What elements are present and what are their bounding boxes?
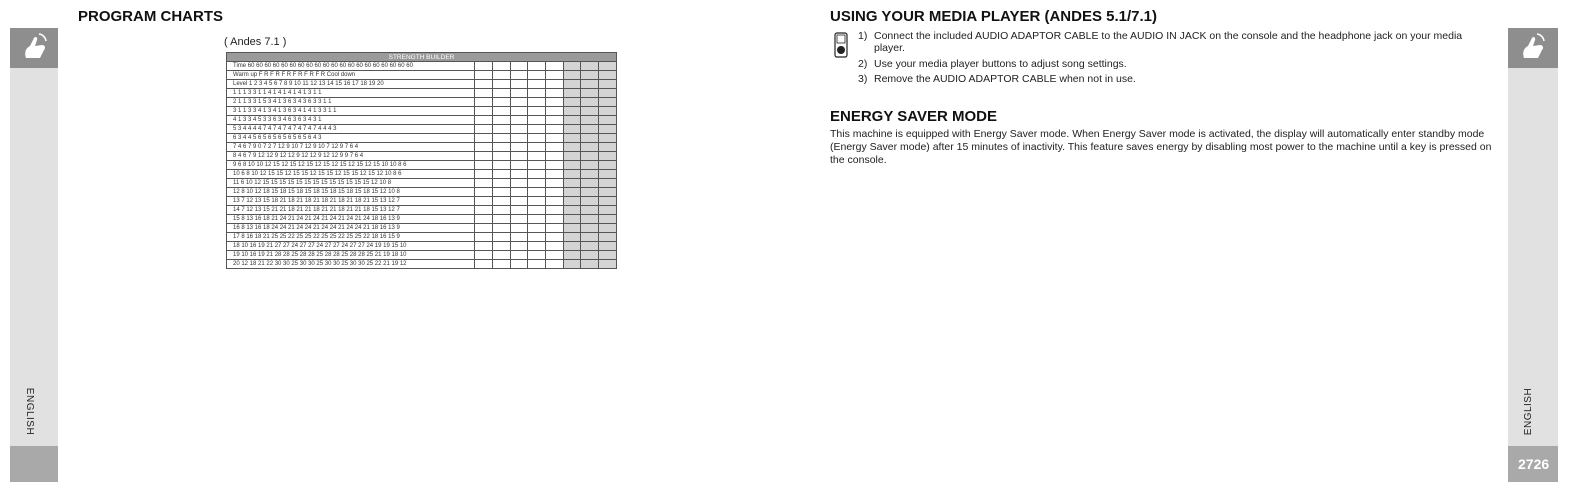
chart-empty-cell [581,161,599,170]
chart-empty-cell [563,134,581,143]
energy-saver-text: This machine is equipped with Energy Saver mode. When Energy Saver mode is activated, the display will automatically enter standby mode (Energy Saver mode) after 15 minutes of inactivity. This feature saves energy by disabling most power to the machine until a key is pressed on the console. [830,128,1492,166]
chart-row-values: 8 4 6 7 9 12 12 9 12 12 9 12 12 9 12 12 9 9 7 6 4 [227,152,475,161]
chart-empty-cell [545,224,563,233]
chart-empty-cell [528,206,546,215]
chart-level-row [227,143,617,152]
right-tab-bottom-box [1508,446,1558,482]
chart-row-values: 18 10 16 19 21 27 27 24 27 27 24 27 27 24 27 27 24 19 19 15 10 [227,242,475,251]
chart-empty-cell [545,107,563,116]
chart-empty-cell [581,89,599,98]
chart-empty-cell [528,89,546,98]
chart-empty-cell [581,134,599,143]
chart-empty-cell [475,260,493,269]
chart-empty-cell [599,170,617,179]
chart-empty-cell [528,134,546,143]
chart-empty-cell [528,215,546,224]
chart-level-row [227,107,617,116]
chart-empty-cell [581,170,599,179]
chart-empty-cell [510,251,528,260]
chart-level-row [227,98,617,107]
chart-empty-cell [581,251,599,260]
chart-row-values: 6 3 4 4 5 6 5 6 5 6 5 6 5 6 5 6 4 3 [227,134,475,143]
chart-row-values: Level 1 2 3 4 5 6 7 8 9 10 11 12 13 14 15 16 17 18 19 20 [227,80,475,89]
chart-empty-cell [581,152,599,161]
chart-empty-cell [510,134,528,143]
chart-empty-cell [475,125,493,134]
chart-empty-cell [563,62,581,71]
chart-row-values: 15 8 13 16 18 21 24 21 24 21 24 21 24 21 24 21 24 18 16 13 9 [227,215,475,224]
chart-empty-cell [528,224,546,233]
chart-empty-cell [475,80,493,89]
chart-empty-cell [545,170,563,179]
chart-level-row [227,170,617,179]
chart-empty-cell [563,233,581,242]
chart-empty-cell [599,242,617,251]
chart-empty-cell [599,107,617,116]
chart-empty-cell [545,152,563,161]
chart-empty-cell [581,188,599,197]
chart-empty-cell [563,260,581,269]
chart-empty-cell [492,62,510,71]
chart-empty-cell [581,125,599,134]
chart-empty-cell [545,80,563,89]
chart-empty-cell [492,89,510,98]
chart-empty-cell [510,116,528,125]
chart-empty-cell [545,71,563,80]
chart-time-row [227,62,617,71]
chart-empty-cell [510,143,528,152]
page-number: 2726 [1518,456,1550,472]
chart-empty-cell [599,116,617,125]
chart-empty-cell [528,80,546,89]
media-step-3-text: Remove the AUDIO ADAPTOR CABLE when not in use. [874,73,1136,85]
chart-empty-cell [563,215,581,224]
chart-empty-cell [510,170,528,179]
chart-level-row [227,233,617,242]
chart-empty-cell [492,188,510,197]
chart-row-values: 19 10 16 19 21 28 28 25 28 28 25 28 28 25 28 28 25 21 19 18 10 [227,251,475,260]
chart-empty-cell [599,71,617,80]
chart-empty-cell [510,206,528,215]
chart-empty-cell [599,188,617,197]
chart-level-row [227,89,617,98]
chart-empty-cell [581,116,599,125]
chart-empty-cell [510,98,528,107]
chart-empty-cell [563,242,581,251]
chart-empty-cell [510,80,528,89]
chart-empty-cell [492,197,510,206]
chart-level-row [227,188,617,197]
right-tab-icon-box [1508,28,1558,68]
chart-empty-cell [475,161,493,170]
chart-empty-cell [599,98,617,107]
chart-empty-cell [475,116,493,125]
chart-row-values: 9 6 8 10 10 12 15 12 15 12 15 12 15 12 15 12 15 12 15 10 10 8 6 [227,161,475,170]
chart-empty-cell [599,80,617,89]
chart-level-header-row [227,80,617,89]
chart-empty-cell [545,134,563,143]
chart-empty-cell [563,170,581,179]
media-step-3 [858,73,1478,87]
chart-empty-cell [599,143,617,152]
media-step-1 [858,30,1478,56]
chart-empty-cell [510,152,528,161]
media-step-3-number: 3) [858,73,868,85]
chart-empty-cell [599,260,617,269]
chart-empty-cell [599,224,617,233]
chart-empty-cell [528,233,546,242]
chart-empty-cell [599,179,617,188]
chart-empty-cell [492,206,510,215]
chart-empty-cell [545,98,563,107]
chart-empty-cell [599,215,617,224]
chart-empty-cell [510,107,528,116]
left-tab-language-label: ENGLISH [24,387,36,436]
chart-empty-cell [475,251,493,260]
chart-empty-cell [492,143,510,152]
media-step-2-text: Use your media player buttons to adjust song settings. [874,58,1127,70]
chart-empty-cell [545,143,563,152]
chart-empty-cell [475,233,493,242]
program-charts-heading: PROGRAM CHARTS [78,8,223,25]
chart-empty-cell [528,197,546,206]
chart-empty-cell [545,260,563,269]
chart-row-values: 17 8 16 18 21 25 25 22 25 25 22 25 25 22 25 25 22 18 16 15 9 [227,233,475,242]
chart-empty-cell [545,188,563,197]
chart-empty-cell [581,197,599,206]
chart-table [226,52,617,269]
chart-empty-cell [581,206,599,215]
chart-empty-cell [510,62,528,71]
chart-row-values: Time 60 60 60 60 60 60 60 60 60 60 60 60 60 60 60 60 60 60 60 60 [227,62,475,71]
chart-empty-cell [563,125,581,134]
chart-empty-cell [599,161,617,170]
chart-empty-cell [599,152,617,161]
chart-empty-cell [528,161,546,170]
chart-empty-cell [545,89,563,98]
media-step-2 [858,58,1478,72]
chart-level-row [227,215,617,224]
chart-level-row [227,134,617,143]
chart-empty-cell [528,98,546,107]
chart-empty-cell [492,125,510,134]
chart-empty-cell [563,116,581,125]
chart-empty-cell [545,179,563,188]
chart-empty-cell [599,62,617,71]
energy-saver-heading: ENERGY SAVER MODE [830,108,997,125]
chart-empty-cell [528,116,546,125]
chart-level-row [227,242,617,251]
chart-row-values: 10 6 8 10 12 15 15 12 15 15 12 15 15 12 15 15 12 15 12 10 8 6 [227,170,475,179]
chart-empty-cell [492,170,510,179]
chart-level-row [227,224,617,233]
chart-empty-cell [528,143,546,152]
chart-empty-cell [581,62,599,71]
chart-row-values: 16 8 13 16 18 24 24 21 24 24 21 24 24 21 24 24 21 18 16 13 9 [227,224,475,233]
chart-empty-cell [528,62,546,71]
chart-empty-cell [581,179,599,188]
chart-empty-cell [528,125,546,134]
chart-empty-cell [475,107,493,116]
chart-empty-cell [563,80,581,89]
chart-empty-cell [528,260,546,269]
chart-empty-cell [563,224,581,233]
right-tab-language-label: ENGLISH [1523,387,1535,436]
chart-empty-cell [492,233,510,242]
chart-empty-cell [563,152,581,161]
chart-row-values: 3 1 1 3 3 4 1 3 4 1 3 6 3 4 1 4 1 3 3 1 1 [227,107,475,116]
chart-empty-cell [475,179,493,188]
chart-empty-cell [475,224,493,233]
chart-empty-cell [492,152,510,161]
chart-empty-cell [545,116,563,125]
hand-touch-icon [1508,28,1558,68]
media-step-1-number: 1) [858,30,868,42]
chart-level-row [227,125,617,134]
chart-empty-cell [475,98,493,107]
chart-empty-cell [581,242,599,251]
chart-level-row [227,152,617,161]
chart-row-values: 13 7 12 13 15 18 21 18 21 18 21 18 21 18 21 18 21 15 13 12 7 [227,197,475,206]
chart-empty-cell [545,161,563,170]
chart-empty-cell [492,242,510,251]
chart-empty-cell [510,260,528,269]
chart-empty-cell [563,89,581,98]
chart-empty-cell [492,215,510,224]
chart-title-row [227,53,617,62]
chart-empty-cell [581,143,599,152]
chart-empty-cell [545,233,563,242]
chart-level-row [227,116,617,125]
media-step-1-text: Connect the included AUDIO ADAPTOR CABLE to the AUDIO IN JACK on the console and the headphone jack on your media player. [874,30,1463,54]
chart-empty-cell [492,161,510,170]
chart-empty-cell [528,179,546,188]
chart-empty-cell [599,251,617,260]
chart-empty-cell [581,98,599,107]
chart-empty-cell [492,251,510,260]
chart-empty-cell [581,224,599,233]
chart-empty-cell [545,206,563,215]
left-tab-icon-box [10,28,58,68]
chart-empty-cell [510,233,528,242]
chart-empty-cell [475,143,493,152]
chart-empty-cell [545,251,563,260]
chart-row-values: 1 1 1 3 3 1 1 4 1 4 1 4 1 4 1 3 1 1 [227,89,475,98]
chart-empty-cell [510,215,528,224]
chart-empty-cell [475,215,493,224]
chart-empty-cell [563,206,581,215]
chart-level-row [227,251,617,260]
chart-empty-cell [475,89,493,98]
chart-empty-cell [510,188,528,197]
chart-empty-cell [492,71,510,80]
chart-empty-cell [599,206,617,215]
chart-empty-cell [545,215,563,224]
chart-empty-cell [545,62,563,71]
chart-empty-cell [563,143,581,152]
chart-empty-cell [545,242,563,251]
hand-touch-icon [10,28,58,68]
chart-empty-cell [528,107,546,116]
chart-empty-cell [492,260,510,269]
chart-empty-cell [510,71,528,80]
chart-row-values: Warm up F R F R F R F R F R F R Cool down [227,71,475,80]
chart-empty-cell [510,89,528,98]
chart-empty-cell [581,107,599,116]
media-player-icon [834,32,848,58]
chart-empty-cell [528,170,546,179]
chart-empty-cell [492,179,510,188]
chart-empty-cell [563,107,581,116]
chart-level-row [227,161,617,170]
chart-empty-cell [492,98,510,107]
chart-empty-cell [492,80,510,89]
chart-empty-cell [599,233,617,242]
chart-empty-cell [581,233,599,242]
left-tab-bottom-box [10,446,58,482]
chart-empty-cell [510,242,528,251]
chart-row-values: 12 8 10 12 18 15 18 15 18 15 18 15 18 15 18 15 18 15 12 10 8 [227,188,475,197]
chart-level-row [227,206,617,215]
chart-empty-cell [563,251,581,260]
chart-empty-cell [528,152,546,161]
media-player-heading: USING YOUR MEDIA PLAYER (ANDES 5.1/7.1) [830,8,1158,25]
chart-empty-cell [475,242,493,251]
chart-empty-cell [475,71,493,80]
chart-empty-cell [599,134,617,143]
chart-row-values: 5 3 4 4 4 4 7 4 7 4 7 4 7 4 7 4 7 4 4 4 3 [227,125,475,134]
chart-empty-cell [599,197,617,206]
chart-model-label: ( Andes 7.1 ) [224,36,287,48]
chart-empty-cell [510,224,528,233]
chart-title: STRENGTH BUILDER [227,53,617,62]
chart-empty-cell [475,62,493,71]
chart-empty-cell [475,206,493,215]
media-step-2-number: 2) [858,58,868,70]
chart-empty-cell [492,116,510,125]
chart-row-values: 2 1 1 3 3 1 5 3 4 1 3 6 3 4 3 6 3 3 1 1 [227,98,475,107]
chart-empty-cell [528,188,546,197]
chart-empty-cell [510,179,528,188]
chart-empty-cell [581,215,599,224]
chart-row-values: 7 4 6 7 9 0 7 2 7 12 9 10 7 12 9 10 7 12 9 7 6 4 [227,143,475,152]
chart-empty-cell [475,197,493,206]
chart-empty-cell [492,224,510,233]
chart-empty-cell [599,89,617,98]
chart-row-values: 14 7 12 13 15 21 21 18 21 21 18 21 21 18 21 21 18 15 13 12 7 [227,206,475,215]
chart-row-values: 11 6 10 12 15 15 15 15 15 15 15 15 15 15 15 15 15 12 10 8 [227,179,475,188]
chart-empty-cell [475,134,493,143]
chart-empty-cell [528,251,546,260]
chart-empty-cell [563,197,581,206]
chart-empty-cell [599,125,617,134]
chart-phase-row [227,71,617,80]
chart-empty-cell [581,260,599,269]
chart-empty-cell [492,134,510,143]
chart-row-values: 20 12 18 21 22 30 30 25 30 30 25 30 30 25 30 30 25 22 21 19 12 [227,260,475,269]
chart-empty-cell [563,71,581,80]
chart-row-values: 4 1 3 3 4 5 3 3 6 3 4 6 3 6 3 4 3 1 [227,116,475,125]
chart-empty-cell [492,107,510,116]
strength-builder-chart [226,52,617,273]
chart-empty-cell [563,161,581,170]
chart-empty-cell [545,197,563,206]
chart-empty-cell [510,161,528,170]
chart-empty-cell [581,80,599,89]
chart-empty-cell [528,242,546,251]
chart-empty-cell [528,71,546,80]
chart-level-row [227,179,617,188]
chart-empty-cell [545,125,563,134]
chart-level-row [227,260,617,269]
chart-empty-cell [475,188,493,197]
chart-empty-cell [510,197,528,206]
chart-empty-cell [563,188,581,197]
chart-level-row [227,197,617,206]
chart-empty-cell [581,71,599,80]
chart-empty-cell [563,98,581,107]
chart-empty-cell [510,125,528,134]
chart-empty-cell [475,152,493,161]
chart-empty-cell [563,179,581,188]
chart-empty-cell [475,170,493,179]
